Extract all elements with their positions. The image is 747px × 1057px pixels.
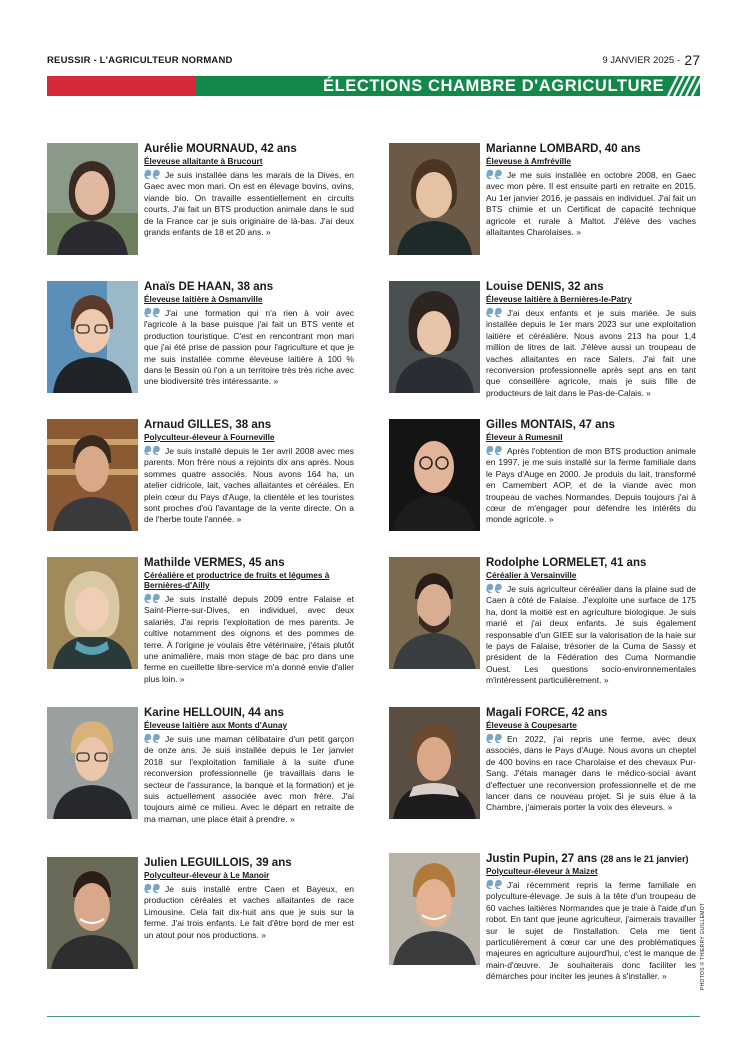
portrait-photo bbox=[389, 143, 480, 255]
quote-text: En 2022, j'ai repris une ferme, avec deux associés, dans le Pays d'Auge. Nous avons un cheptel de 400 bovins en race Charolaise et des chevaux Pur-Sang. J'étais manager dans le médico-social avant d'effectuer une reconversion professionnelle et de me lancer dans ce nouveau projet. Si je suis élue à la Chambre, j'aimerais porter la voix des éleveurs. » bbox=[486, 734, 696, 813]
quote-text: J'ai deux enfants et je suis mariée. Je suis installée depuis le 1er mars 2023 sur une exploitation laitière et céréalière. Nous avons 213 ha pour 1,4 million de litres de lait. J'élève aussi un troupeau de vaches allaitantes en race Salers. J'ai fait une reconversion professionnelle après sept ans en tant que conseillère agricole, mais je suis fille de producteurs de lait dans le Pas-de-Calais. » bbox=[486, 308, 696, 398]
quote-icon bbox=[486, 169, 504, 179]
quote-text: Je suis installée dans les marais de la Dives, en Gaec avec mon mari. On est en élevage bovins, ovins, viande bio. On travaille essentiellement en circuits courts. J'ai fait un BTS production animale dans le sud de la France car je suis originaire de là-bas. J'ai deux grands enfants de 18 et 20 ans. » bbox=[144, 170, 354, 238]
profile-quote bbox=[486, 169, 696, 238]
profile-quote bbox=[486, 445, 696, 526]
profile-name: Julien LEGUILLOIS, 39 ans bbox=[144, 857, 292, 869]
quote-text: Je suis installé depuis 2009 entre Falaise et Saint-Pierre-sur-Dives, en individuel, avec deux salariés. J'ai repris l'exploitation de mes parents. Je cultive notamment des oignons et des pommes de terre. À l'origine je voulais être vétérinaire, j'étais plutôt une animalière, mais mon stage de bac pro dans une ferme en cueillette libre-service m'a donné envie d'aller plus loin. » bbox=[144, 594, 354, 684]
profile-role: Polyculteur-éleveur à Le Manoir bbox=[144, 870, 270, 880]
profile-quote bbox=[144, 169, 354, 238]
banner-green-block bbox=[195, 76, 700, 96]
profile-name-text: Justin Pupin, 27 ans bbox=[486, 853, 598, 865]
profile-quote bbox=[144, 445, 354, 526]
quote-icon bbox=[144, 307, 162, 317]
profile-quote bbox=[486, 307, 696, 399]
profile-name-note: (28 ans le 21 janvier) bbox=[600, 854, 689, 864]
quote-icon bbox=[144, 593, 162, 603]
quote-icon bbox=[486, 583, 504, 593]
profile-name: Anaïs DE HAAN, 38 ans bbox=[144, 281, 274, 293]
profile-quote bbox=[486, 879, 696, 983]
portrait-photo bbox=[389, 419, 480, 531]
section-banner bbox=[47, 76, 700, 96]
profile-role: Céréalier à Versainville bbox=[486, 570, 577, 580]
profile-role: Éleveuse allaitante à Brucourt bbox=[144, 156, 263, 166]
profile-name: Louise DENIS, 32 ans bbox=[486, 281, 604, 293]
portrait-photo bbox=[47, 707, 138, 819]
profile-role: Céréalière et productrice de fruits et légumes à Bernières-d'Ailly bbox=[144, 570, 330, 590]
profile-name: Aurélie MOURNAUD, 42 ans bbox=[144, 143, 297, 155]
quote-text: Je suis agriculteur céréalier dans la plaine sud de Caen à côté de Falaise. J'exploite une surface de 175 ha, dont la moitié est en agriculture biologique. Je suis marié et j'ai deux enfants. Je suis également responsable d'un GIEE sur la valorisation de la haie sur le pays de Falaise, trésorier de la Cuma de Sassy et président de la Fédération des Cuma Normandie Ouest. Les questions socio-environnementales m'intéressent particulièrement. » bbox=[486, 584, 696, 686]
profile-name: Arnaud GILLES, 38 ans bbox=[144, 419, 272, 431]
profile-role: Polyculteur-éleveur à Maizet bbox=[486, 866, 598, 876]
profile-name bbox=[486, 853, 696, 866]
quote-text: Je me suis installée en octobre 2008, en Gaec avec mon père. Il est ensuite parti en retraite en 2015. Au 1er janvier 2016, je passais en individuel. J'ai fait un BTS chimie et un Certificat de capacité technique agricole et rurale à Maltot. J'élève des vaches allaitantes Charolaises. » bbox=[486, 170, 696, 238]
portrait-photo bbox=[47, 857, 138, 969]
profile-name: Rodolphe LORMELET, 41 ans bbox=[486, 557, 647, 569]
photo-credit: PHOTOS © THIERRY GUILLEMOT bbox=[700, 902, 706, 990]
profile-name: Marianne LOMBARD, 40 ans bbox=[486, 143, 641, 155]
quote-text: Après l'obtention de mon BTS production animale en 1997, je me suis installé sur la ferme familiale dans le Pays d'Auge en 2000. Je produis du lait, transformé en Camembert AOP, et de la viande avec mon troupeau de vaches Normandes. Depuis toujours j'ai à cœur de m'engager pour défendre les intérêts du monde agricole. » bbox=[486, 446, 696, 525]
profile-role: Éleveuse à Coupesarte bbox=[486, 720, 577, 730]
profile-quote bbox=[144, 883, 354, 941]
portrait-photo bbox=[47, 143, 138, 255]
profile-role: Polyculteur-éleveur à Fourneville bbox=[144, 432, 275, 442]
profile-role: Éleveuse laitière à Bernières-le-Patry bbox=[486, 294, 632, 304]
profile-role: Éleveur à Rumesnil bbox=[486, 432, 563, 442]
publication-name: REUSSIR - L'AGRICULTEUR NORMAND bbox=[47, 55, 233, 66]
quote-icon bbox=[144, 445, 162, 455]
profile-role: Éleveuse laitière aux Monts d'Aunay bbox=[144, 720, 288, 730]
stripes-icon bbox=[664, 76, 700, 96]
profile-quote bbox=[144, 593, 354, 685]
profile-name: Magali FORCE, 42 ans bbox=[486, 707, 608, 719]
publication-date: 9 JANVIER 2025 - bbox=[602, 55, 680, 66]
profile-name: Mathilde VERMES, 45 ans bbox=[144, 557, 285, 569]
profile-quote bbox=[486, 583, 696, 687]
portrait-photo bbox=[47, 419, 138, 531]
portrait-photo bbox=[389, 853, 480, 965]
quote-text: J'ai récemment repris la ferme familiale en polyculture-élevage. Je suis à la tête d'un troupeau de 60 vaches laitières Normandes que je traie à l'aide d'un robot. En tant que jeune agriculteur, j'aimerais travailler sur le sujet de l'installation. Cela me tient particulièrement à cœur car une des problématiques majeures en agriculture aujourd'hui, c'est le manque de main-d'œuvre. Je souhaiterais donc faciliter les démarches pour inciter les jeunes à s'installer. » bbox=[486, 880, 696, 982]
page-header bbox=[47, 54, 700, 68]
profile-name: Gilles MONTAIS, 47 ans bbox=[486, 419, 615, 431]
section-title: ÉLECTIONS CHAMBRE D'AGRICULTURE bbox=[323, 77, 665, 95]
portrait-photo bbox=[47, 281, 138, 393]
profile-role: Éleveuse laitière à Osmanville bbox=[144, 294, 263, 304]
quote-text: Je suis une maman célibataire d'un petit garçon de onze ans. Je suis installée depuis le 1er janvier 2018 sur l'exploitation familiale à la suite d'une reconversion professionnelle (je travaillais dans le secteur de l'assurance, la banque et la formation) et je suis actuellement associée avec mon frère. J'ai toujours aimé ce milieu. Avec le départ en retraite de ma maman, une place était à prendre. » bbox=[144, 734, 354, 824]
profile-quote bbox=[144, 733, 354, 825]
quote-text: Je suis installé depuis le 1er avril 2008 avec mes parents. Mon frère nous a rejoints dix ans après. Nous sommes quatre associés. Nous avons 164 ha, un atelier cidricole, lait, vaches allaitantes et céréales. En plein cœur du Pays d'Auge, la clientèle et les touristes sont proches d'où l'avantage de la vente directe. On a de l'herbe toute l'année. » bbox=[144, 446, 354, 525]
quote-icon bbox=[144, 169, 162, 179]
portrait-photo bbox=[389, 707, 480, 819]
quote-text: Je suis installé entre Caen et Bayeux, en production céréales et vaches allaitantes de race Limousine. Cela fait dix-huit ans que je suis sur la ferme. J'ai trois enfants. Le fait d'être bord de mer est un atout pour nos productions. » bbox=[144, 884, 354, 940]
quote-icon bbox=[486, 445, 504, 455]
banner-red-block bbox=[47, 76, 195, 96]
profile-name: Karine HELLOUIN, 44 ans bbox=[144, 707, 284, 719]
quote-icon bbox=[486, 879, 504, 889]
portrait-photo bbox=[47, 557, 138, 669]
quote-text: J'ai une formation qui n'a rien à voir avec l'agricole à la base puisque j'ai fait un BTS vente et production touristique. C'est en rencontrant mon mari que j'ai été prise de passion pour l'agriculture et que je me suis installée comme éleveuse laitière à 100 % dans le Bessin où l'on a un territoire très très riche avec une biodiversité très intéressante. » bbox=[144, 308, 354, 387]
page-number: 27 bbox=[684, 52, 700, 68]
profile-role: Éleveuse à Amfréville bbox=[486, 156, 572, 166]
quote-icon bbox=[486, 733, 504, 743]
profile-quote bbox=[144, 307, 354, 388]
bottom-divider bbox=[47, 1016, 700, 1017]
portrait-photo bbox=[389, 557, 480, 669]
profile-quote bbox=[486, 733, 696, 814]
portrait-photo bbox=[389, 281, 480, 393]
quote-icon bbox=[144, 733, 162, 743]
quote-icon bbox=[486, 307, 504, 317]
quote-icon bbox=[144, 883, 162, 893]
